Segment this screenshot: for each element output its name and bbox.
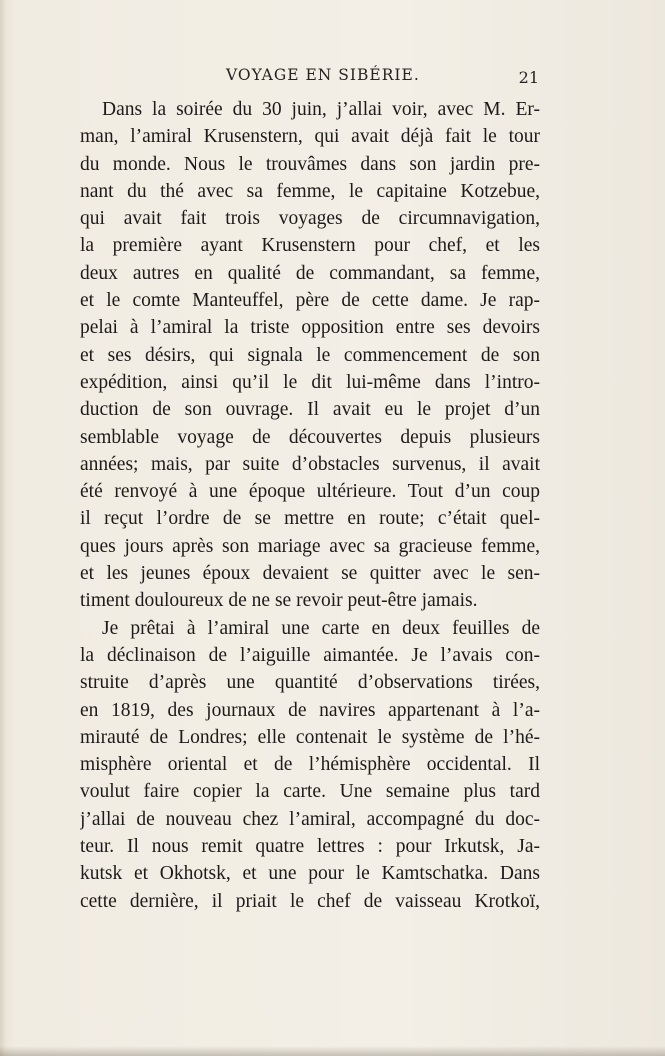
text-line: j’allai de nouveau chez l’amiral, accompagné du doc-	[80, 808, 540, 830]
text-line: du monde. Nous le trouvâmes dans son jardin pre-	[80, 153, 540, 175]
text-line: nant du thé avec sa femme, le capitaine Kotzebue,	[80, 180, 540, 202]
text-line: pelai à l’amiral la triste opposition entre ses devoirs	[80, 317, 540, 339]
text-line: deux autres en qualité de commandant, sa femme,	[80, 262, 540, 284]
text-line: Dans la soirée du 30 juin, j’allai voir, avec M. Er-	[102, 99, 540, 120]
body-text	[80, 96, 540, 915]
text-line: et les jeunes époux devaient se quitter avec le sen-	[80, 563, 540, 585]
text-line: misphère oriental et de l’hémisphère occidental. Il	[80, 754, 540, 776]
text-line: la première ayant Krusenstern pour chef, et les	[80, 235, 540, 257]
text-line: la déclinaison de l’aiguille aimantée. Je l’avais con-	[80, 644, 540, 666]
text-line: et le comte Manteuffel, père de cette dame. Je rap-	[80, 290, 540, 312]
page-bottom-shadow	[0, 1046, 665, 1056]
text-line: semblable voyage de découvertes depuis plusieurs	[80, 426, 540, 448]
text-line: teur. Il nous remit quatre lettres : pour Irkutsk, Ja-	[80, 836, 540, 858]
page-number: 21	[518, 68, 539, 87]
text-line: duction de son ouvrage. Il avait eu le projet d’un	[80, 399, 540, 421]
text-line: timent douloureux de ne se revoir peut-être jamais.	[80, 590, 478, 612]
text-line: struite d’après une quantité d’observations tirées,	[80, 672, 540, 694]
text-line: il reçut l’ordre de se mettre en route; c’était quel-	[80, 508, 540, 530]
text-line: kutsk et Okhotsk, et une pour le Kamtschatka. Dans	[80, 863, 540, 885]
text-line: man, l’amiral Krusenstern, qui avait déjà fait le tour	[80, 126, 540, 148]
text-line: cette dernière, il priait le chef de vaisseau Krotkoï,	[80, 890, 540, 912]
text-line: et ses désirs, qui signala le commencement de son	[80, 344, 540, 366]
running-title: VOYAGE EN SIBÉRIE.	[226, 66, 420, 84]
text-line: en 1819, des journaux de navires appartenant à l’a-	[80, 699, 540, 721]
text-line: été renvoyé à une époque ultérieure. Tout d’un coup	[80, 481, 540, 503]
page-binding-edge	[0, 0, 6, 1056]
text-line: expédition, ainsi qu’il le dit lui-même dans l’intro-	[80, 371, 540, 393]
text-line: ques jours après son mariage avec sa gracieuse femme,	[80, 535, 540, 557]
text-line: voulut faire copier la carte. Une semaine plus tard	[80, 781, 540, 803]
text-line: mirauté de Londres; elle contenait le système de l’hé-	[80, 726, 540, 748]
running-header	[80, 66, 540, 90]
text-line: Je prêtai à l’amiral une carte en deux feuilles de	[102, 617, 540, 639]
text-line: années; mais, par suite d’obstacles survenus, il avait	[80, 453, 540, 475]
text-line: qui avait fait trois voyages de circumnavigation,	[80, 208, 540, 230]
